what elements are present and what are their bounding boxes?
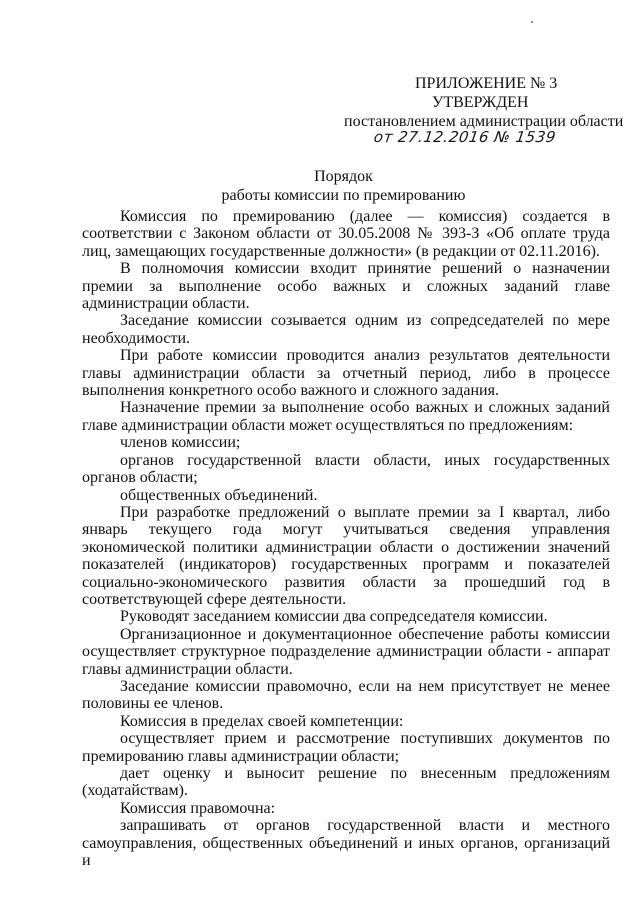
scan-speck	[531, 21, 533, 23]
paragraph: Назначение премии за выполнение особо важных и сложных заданий главе администрации области может осуществляться по предложениям:	[82, 399, 610, 434]
appendix-label: ПРИЛОЖЕНИЕ № 3	[415, 75, 558, 92]
list-item: осуществляет прием и рассмотрение поступивших документов по премированию главы администрации области;	[82, 730, 610, 765]
approved-by-label: постановлением администрации области	[344, 113, 624, 130]
title-line-1: Порядок	[314, 168, 373, 185]
list-item: общественных объединений.	[120, 486, 318, 504]
paragraph: Заседание комиссии правомочно, если на нем присутствует не менее половины ее членов.	[82, 677, 610, 713]
document-body	[82, 208, 610, 869]
paragraph: Комиссия в пределах своей компетенции:	[120, 712, 404, 730]
paragraph: В полномочия комиссии входит принятие решений о назначении премии за выполнение особо важных и сложных заданий главе администрации области.	[82, 260, 610, 313]
list-item: дает оценку и выносит решение по внесенным предложениям (ходатайствам).	[82, 765, 610, 800]
list-item: органов государственной власти области, иных государственных органов области;	[82, 451, 610, 487]
paragraph: Заседание комиссии созывается одним из сопредседателей по мере необходимости.	[82, 312, 610, 347]
paragraph: Руководят заседанием комиссии два сопредседателя комиссии.	[120, 608, 548, 626]
paragraph: Комиссия правомочна:	[120, 799, 276, 817]
title-line-2: работы комиссии по премированию	[221, 187, 466, 204]
approved-label: УТВЕРЖДЕН	[432, 94, 529, 111]
list-item: запрашивать от органов государственной власти и местного самоуправления, общественных объединений и иных органов, организаций и	[82, 817, 610, 870]
handwritten-date-number: от 27.12.2016 № 1539	[372, 128, 558, 146]
paragraph: При работе комиссии проводится анализ результатов деятельности главы администрации области за отчетный период, либо в процессе выполнения конкретного особо важного и сложного задания.	[82, 347, 610, 400]
paragraph: При разработке предложений о выплате премии за I квартал, либо январь текущего года могут учитываться сведения управления экономической политики администрации области о достижении значений показателей (индикаторов) государственных программ и показателей социально-экономического развития области за прошедший год в соответствующей сфере деятельности.	[82, 503, 610, 608]
paragraph: Организационное и документационное обеспечение работы комиссии осуществляет структурное подразделение администрации области - аппарат главы администрации области.	[82, 625, 610, 678]
paragraph: Комиссия по премированию (далее — комиссия) создается в соответствии с Законом области от 30.05.2008 № 393-З «Об оплате труда лиц, замещающих государственные должности» (в редакции от 02.11.2016).	[82, 208, 610, 260]
document-title	[0, 167, 640, 205]
list-item: членов комиссии;	[120, 434, 241, 452]
